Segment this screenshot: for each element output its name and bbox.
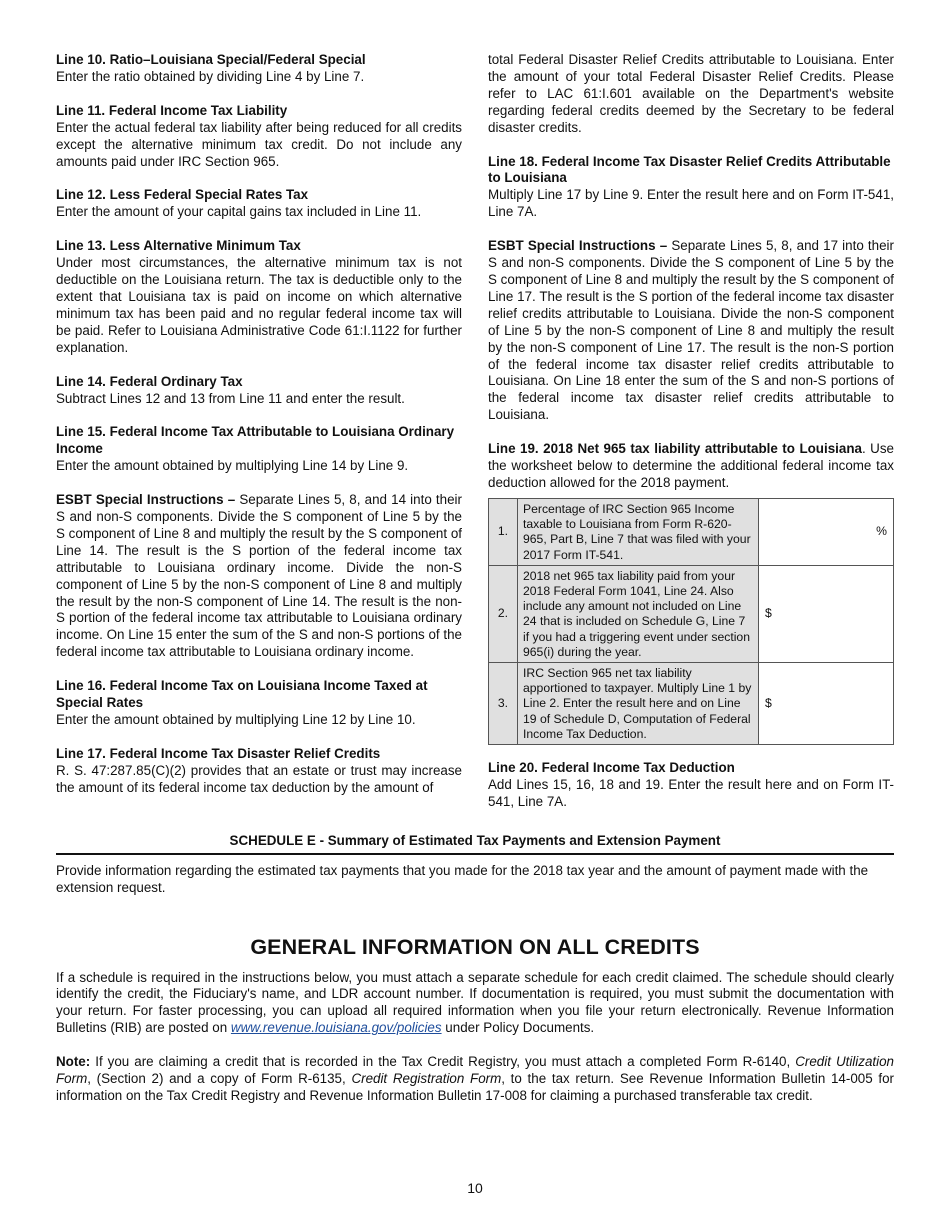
page-number: 10 <box>467 1180 483 1196</box>
worksheet-row-description: IRC Section 965 net tax liability apportioned to taxpayer. Multiply Line 1 by Line 2. Enter the result here and on Line 19 of Schedule D, Computation of Federal Income Tax Deduction. <box>518 663 759 745</box>
right-column <box>488 52 894 811</box>
line-16-section <box>56 678 462 729</box>
line-12-section <box>56 187 462 221</box>
esbt-text: Separate Lines 5, 8, and 14 into their S and non-S components. Divide the S component of Line 5 by the S component of Line 8 and multiply the result by the S component of Line 14. The result is the S portion of the federal income tax attributable to Louisiana ordinary income. Divide the non-S component of Line 5 by the non-S component of Line 8 and multiply the result by the non-S component of Line 14. The result is the non-S portion of the federal income tax attributable to Louisiana ordinary income. On Line 15 enter the sum of the S and non-S portions of the federal income tax attributable to Louisiana ordinary income. <box>56 492 462 660</box>
line-20-text: Add Lines 15, 16, 18 and 19. Enter the result here and on Form IT-541, Line 7A. <box>488 776 894 809</box>
esbt-instructions-line-15 <box>56 492 462 661</box>
line-17-section <box>56 746 462 797</box>
esbt-paragraph <box>56 492 462 661</box>
schedule-e-title: SCHEDULE E - Summary of Estimated Tax Payments and Extension Payment <box>56 833 894 855</box>
line-18-text: Multiply Line 17 by Line 9. Enter the result here and on Form IT-541, Line 7A. <box>488 187 894 220</box>
esbt-instructions-line-18 <box>488 238 894 424</box>
line-14-section <box>56 374 462 408</box>
line-11-heading: Line 11. Federal Income Tax Liability <box>56 102 288 118</box>
line-19-section <box>488 441 894 492</box>
line-19-paragraph <box>488 441 894 492</box>
esbt-heading: ESBT Special Instructions – <box>488 238 668 254</box>
worksheet-amount-field[interactable]: $ <box>759 565 894 662</box>
line-15-section <box>56 424 462 475</box>
note-text-b: , (Section 2) and a copy of Form R-6135, <box>87 1071 352 1087</box>
line-11-section <box>56 103 462 171</box>
line-16-heading: Line 16. Federal Income Tax on Louisiana Income Taxed at Special Rates <box>56 678 428 711</box>
line-18-section <box>488 154 894 222</box>
esbt-paragraph <box>488 238 894 424</box>
line-15-heading: Line 15. Federal Income Tax Attributable to Louisiana Ordinary Income <box>56 424 455 457</box>
line-16-text: Enter the amount obtained by multiplying Line 12 by Line 10. <box>56 712 416 727</box>
worksheet-amount-field[interactable]: $ <box>759 663 894 745</box>
general-paragraph-text: If a schedule is required in the instructions below, you must attach a separate schedule for each credit claimed. The schedule should clearly identify the credit, the Fiduciary's name, and LDR account number. If documentation is required, you must submit the documentation with your return. For faster processing, you can upload all required information when you file your return electronically. Revenue Information Bulletins (RIB) are posted on <box>56 969 894 1036</box>
line-15-text: Enter the amount obtained by multiplying Line 14 by Line 9. <box>56 458 409 474</box>
worksheet-row <box>489 565 894 662</box>
schedule-e-text: Provide information regarding the estimated tax payments that you made for the 2018 tax year and the amount of payment made with the extension request. <box>56 862 869 895</box>
worksheet-row <box>489 663 894 745</box>
line-18-heading: Line 18. Federal Income Tax Disaster Relief Credits Attributable to Louisiana <box>488 153 891 186</box>
line-17-continued-text: total Federal Disaster Relief Credits attributable to Louisiana. Enter the amount of your total Federal Disaster Relief Credits. Please refer to LAC 61:I.601 available on the Department's website regarding federal credits deemed by the Secretary to be federal disaster credits. <box>488 52 894 135</box>
line-19-heading: Line 19. 2018 Net 965 tax liability attributable to Louisiana <box>488 441 862 457</box>
line-11-text: Enter the actual federal tax liability after being reduced for all credits except the alternative minimum tax credit. Do not include any amounts paid under IRC Section 965. <box>56 119 462 169</box>
worksheet-row-number: 3. <box>489 663 518 745</box>
worksheet-row-number: 1. <box>489 498 518 565</box>
line-13-text: Under most circumstances, the alternative minimum tax is not deductible on the Louisiana return. The tax is deductible only to the extent that Louisiana tax is paid on income on which alternative minimum tax has been paid and no regular federal income tax will be paid. Refer to Louisiana Administrative Code 61:I.1122 for further explanation. <box>56 255 462 355</box>
two-column-body <box>56 52 894 811</box>
document-page <box>56 52 894 1122</box>
general-paragraph-end: under Policy Documents. <box>441 1020 595 1036</box>
line-19-worksheet <box>488 498 894 745</box>
policies-link[interactable]: www.revenue.louisiana.gov/policies <box>230 1020 442 1036</box>
note-paragraph <box>56 1054 894 1105</box>
line-17-heading: Line 17. Federal Income Tax Disaster Relief Credits <box>56 745 381 761</box>
esbt-text: Separate Lines 5, 8, and 17 into their S and non-S components. Divide the S component of Line 5 by the S component of Line 8 and multiply the result by the S component of Line 17. The result is the S portion of the federal income tax disaster relief credits attributable to Louisiana. Divide the non-S component of Line 5 by the non-S component of Line 8 and multiply the result by the non-S component of Line 17. The result is the non-S portion of the federal income tax disaster relief credits attributable to Louisiana. On Line 18 enter the sum of the S and non-S portions of the federal income tax disaster relief credits attributable to Louisiana. <box>488 238 894 423</box>
line-17-text: R. S. 47:287.85(C)(2) provides that an estate or trust may increase the amount of its federal income tax deduction by the amount of <box>56 762 462 795</box>
line-20-section <box>488 760 894 811</box>
line-17-continued <box>488 52 894 137</box>
line-20-heading: Line 20. Federal Income Tax Deduction <box>488 760 735 776</box>
worksheet-row-description: Percentage of IRC Section 965 Income taxable to Louisiana from Form R-620-965, Part B, Line 7 that was filed with your 2017 Form IT-541. <box>518 498 759 565</box>
worksheet-row-description: 2018 net 965 tax liability paid from your 2018 Federal Form 1041, Line 24. Also include any amount not included on Line 24 that is included on Schedule G, Line 7 if you had a triggering event under section 965(i) during the year. <box>518 565 759 662</box>
line-13-section <box>56 238 462 356</box>
general-information-title: GENERAL INFORMATION ON ALL CREDITS <box>250 934 700 959</box>
note-form-title-1: Credit Utilization Form <box>56 1054 894 1087</box>
note-label: Note: <box>56 1054 91 1070</box>
note-text-c: , to the tax return. See Revenue Information Bulletin 14-005 for information on the Tax Credit Registry and Revenue Information Bulletin 17-008 for claiming a purchased transferable tax credit. <box>56 1071 894 1103</box>
line-10-heading: Line 10. Ratio–Louisiana Special/Federal Special <box>56 52 366 67</box>
line-14-heading: Line 14. Federal Ordinary Tax <box>56 373 243 389</box>
note-text-a: If you are claiming a credit that is recorded in the Tax Credit Registry, you must attach a completed Form R-6140, <box>90 1054 796 1070</box>
left-column <box>56 52 462 811</box>
worksheet-row <box>489 498 894 565</box>
esbt-heading: ESBT Special Instructions – <box>56 492 236 508</box>
line-13-heading: Line 13. Less Alternative Minimum Tax <box>56 238 301 254</box>
line-10-section <box>56 52 462 86</box>
line-12-heading: Line 12. Less Federal Special Rates Tax <box>56 187 309 203</box>
line-14-text: Subtract Lines 12 and 13 from Line 11 and enter the result. <box>56 390 405 406</box>
note-form-title-2: Credit Registration Form <box>351 1071 502 1087</box>
general-information-paragraph <box>56 970 894 1038</box>
worksheet-amount-field[interactable]: % <box>759 498 894 565</box>
line-10-text: Enter the ratio obtained by dividing Line 4 by Line 7. <box>56 68 365 84</box>
line-19-text: . Use the worksheet below to determine the additional federal income tax deduction allowed for the 2018 payment. <box>488 441 894 490</box>
line-12-text: Enter the amount of your capital gains tax included in Line 11. <box>56 204 422 220</box>
worksheet-row-number: 2. <box>489 565 518 662</box>
